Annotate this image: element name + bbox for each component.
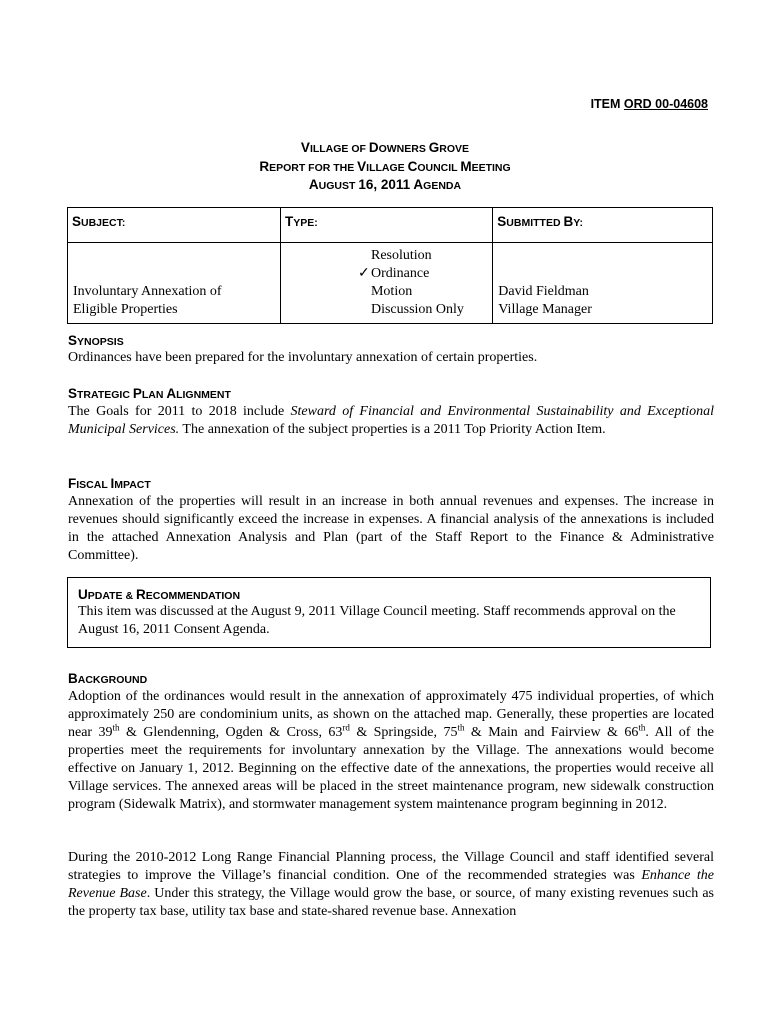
type-option-ordinance: ✓ Ordinance xyxy=(357,266,430,281)
background-heading: BACKGROUND xyxy=(68,671,148,686)
info-table xyxy=(67,207,713,324)
type-header: TYPE: xyxy=(280,208,492,243)
subject-line: Involuntary Annexation of xyxy=(73,284,222,299)
strategic-plan-heading: STRATEGIC PLAN ALIGNMENT xyxy=(68,386,231,401)
report-title: REPORT FOR THE VILLAGE COUNCIL MEETING xyxy=(259,159,511,174)
fiscal-impact-heading: FISCAL IMPACT xyxy=(68,476,151,491)
info-table-header-row xyxy=(68,208,713,243)
update-recommendation-text: This item was discussed at the August 9, 2011 Village Council meeting. Staff recommends approval on the August 16, 2011 Consent Agenda. xyxy=(78,604,676,637)
background-paragraph-1: Adoption of the ordinances would result in the annexation of approximately 475 individual properties, of which approximately 250 are condominium units, as shown on the attached map. Generally, these properties are located near 39th & Glendenning, Ogden & Cross, 63rd & Springside, 75th & Main and Fairview & 66th. All of the properties meet the requirements for involuntary annexation by the Village. The annexations would become effective on January 1, 2012. Beginning on the effective date of the annexations, the properties would receive all Village services. The annexed areas will be placed in the street maintenance program, new sidewalk construction program (Sidewalk Matrix), and stormwater management system maintenance program beginning in 2012. xyxy=(68,689,714,812)
subject-line: Eligible Properties xyxy=(73,302,178,317)
fiscal-impact-text: Annexation of the properties will result in an increase in both annual revenues and expenses. The increase in revenues should significantly exceed the increase in expenses. A financial analysis of the annexations is included in the attached Annexation Analysis and Plan (part of the Staff Report to the Finance & Administrative Committee). xyxy=(68,494,714,563)
synopsis-heading: SYNOPSIS xyxy=(68,333,124,348)
info-table-body-row xyxy=(68,243,713,324)
organization-name: VILLAGE OF DOWNERS GROVE xyxy=(300,140,470,155)
checkmark-icon: ✓ xyxy=(357,266,370,281)
subject-cell xyxy=(68,243,281,324)
synopsis-text: Ordinances have been prepared for the involuntary annexation of certain properties. xyxy=(68,350,538,365)
update-recommendation-heading: UPDATE & RECOMMENDATION xyxy=(78,587,241,602)
type-option-motion: Motion xyxy=(370,284,413,299)
background-paragraph-2: During the 2010-2012 Long Range Financial Planning process, the Village Council and staff identified several strategies to improve the Village’s financial condition. One of the recommended strategies was Enhance the Revenue Base. Under this strategy, the Village would grow the base, or source, of many existing revenues such as the property tax base, utility tax base and state-shared revenue base. Annexation xyxy=(68,850,714,919)
subject-header: SUBJECT: xyxy=(68,208,281,243)
item-number-value: ORD 00-04608 xyxy=(623,97,708,111)
agenda-date: AUGUST 16, 2011 AGENDA xyxy=(308,177,462,192)
type-option-resolution: Resolution xyxy=(370,248,432,263)
submitter-title: Village Manager xyxy=(498,302,592,317)
type-list xyxy=(281,243,492,323)
submitter-name: David Fieldman xyxy=(498,284,589,299)
submitted-by-cell xyxy=(493,243,713,324)
item-number: ITEM ORD 00-04608 xyxy=(590,97,708,111)
type-option-discussion-only: Discussion Only xyxy=(370,302,464,317)
strategic-plan-text: The Goals for 2011 to 2018 include Steward of Financial and Environmental Sustainability and Exceptional Municipal Services. The annexation of the subject properties is a 2011 Top Priority Action Item. xyxy=(68,404,714,437)
submitted-by-header: SUBMITTED BY: xyxy=(493,208,713,243)
type-cell xyxy=(280,243,492,324)
update-recommendation-box xyxy=(67,577,711,648)
